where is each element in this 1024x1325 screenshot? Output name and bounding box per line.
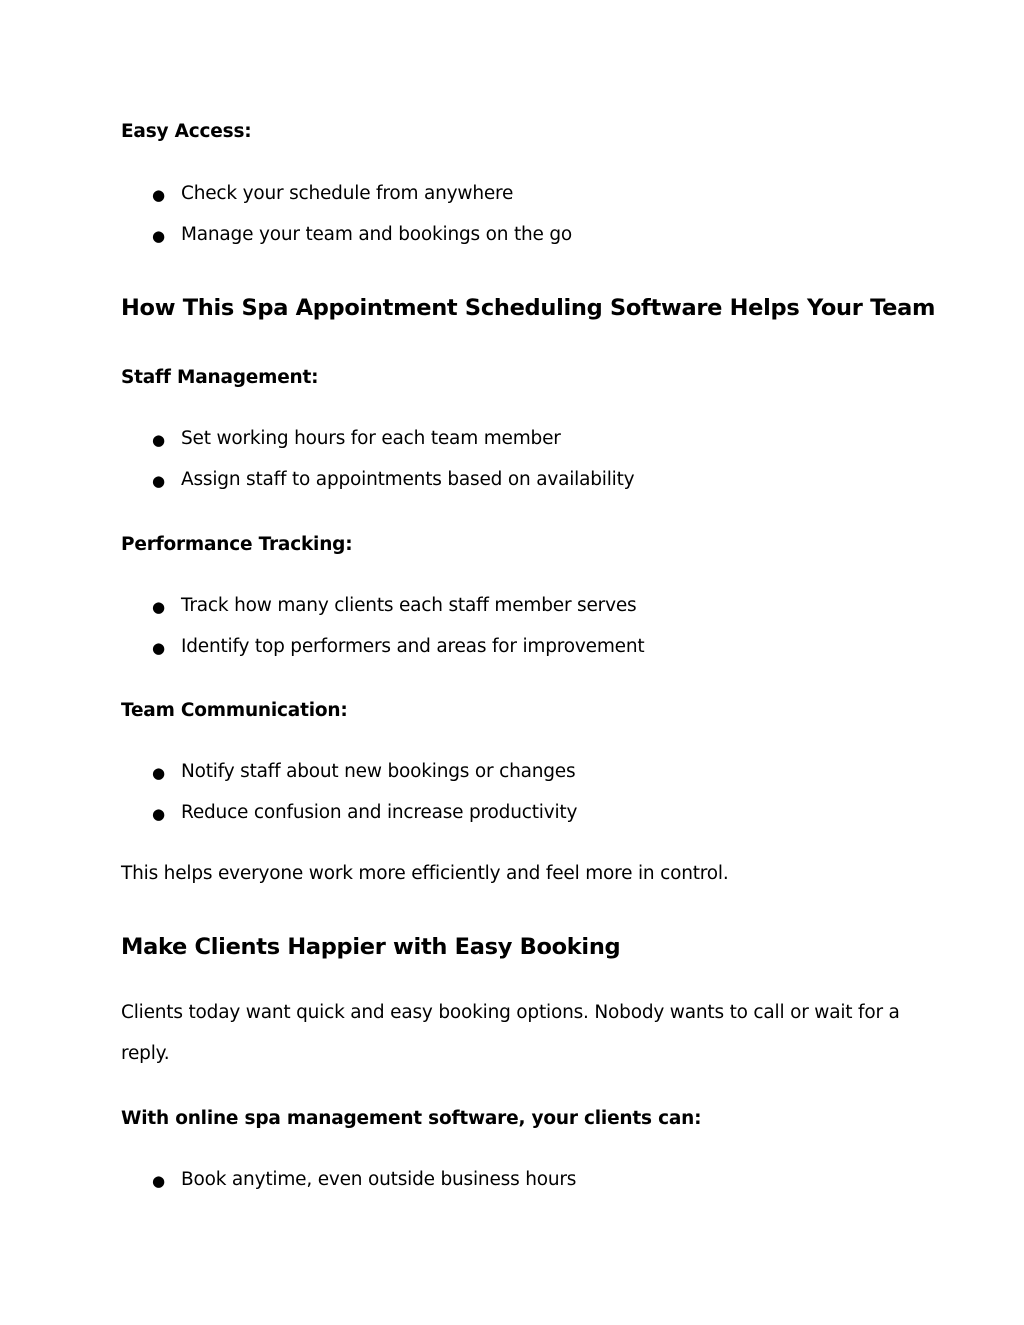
- list-item: Identify top performers and areas for improvement: [181, 636, 645, 657]
- list-item: Reduce confusion and increase productivity: [181, 802, 578, 823]
- bullet-icon: ●: [152, 431, 166, 449]
- list-item: Set working hours for each team member: [181, 428, 561, 449]
- staff-management-label: Staff Management:: [121, 367, 319, 388]
- list-item: Book anytime, even outside business hours: [181, 1169, 577, 1190]
- bullet-icon: ●: [152, 764, 166, 782]
- team-summary-text: This helps everyone work more efficiently and feel more in control.: [121, 863, 729, 884]
- list-item: Assign staff to appointments based on availability: [181, 469, 635, 490]
- list-item: Track how many clients each staff member serves: [181, 595, 637, 616]
- bullet-icon: ●: [152, 598, 166, 616]
- list-item: Manage your team and bookings on the go: [181, 224, 573, 245]
- list-item: Check your schedule from anywhere: [181, 183, 514, 204]
- easy-access-label: Easy Access:: [121, 121, 252, 142]
- bullet-icon: ●: [152, 639, 166, 657]
- bullet-icon: ●: [152, 1172, 166, 1190]
- bullet-icon: ●: [152, 805, 166, 823]
- clients-can-label: With online spa management software, your clients can:: [121, 1108, 702, 1129]
- list-item: Notify staff about new bookings or changes: [181, 761, 576, 782]
- clients-paragraph-line-1: Clients today want quick and easy booking options. Nobody wants to call or wait for a: [121, 1002, 900, 1023]
- bullet-icon: ●: [152, 186, 166, 204]
- section-heading-team: How This Spa Appointment Scheduling Software Helps Your Team: [121, 295, 936, 321]
- section-heading-clients: Make Clients Happier with Easy Booking: [121, 934, 621, 960]
- bullet-icon: ●: [152, 472, 166, 490]
- performance-tracking-label: Performance Tracking:: [121, 534, 353, 555]
- clients-paragraph-line-2: reply.: [121, 1043, 170, 1064]
- bullet-icon: ●: [152, 227, 166, 245]
- team-communication-label: Team Communication:: [121, 700, 348, 721]
